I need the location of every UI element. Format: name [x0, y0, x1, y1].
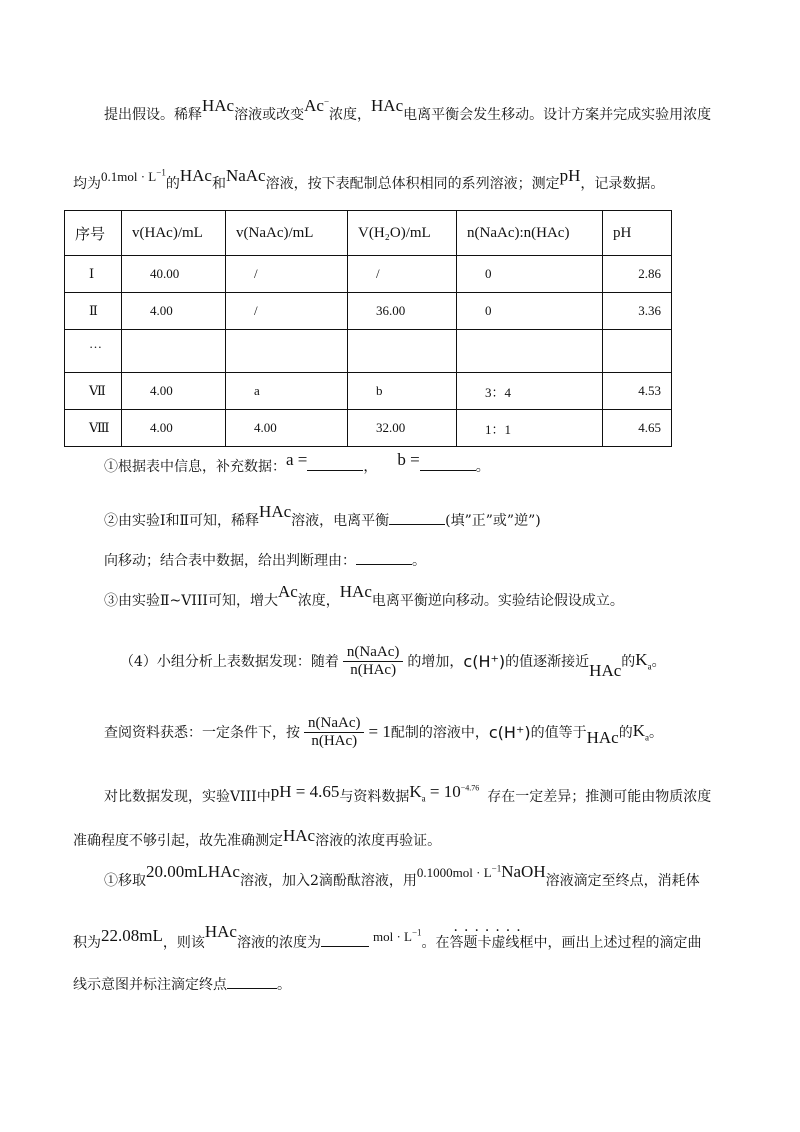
table-cell: Ⅷ [65, 410, 122, 447]
header-cell: v(HAc)/mL [122, 211, 226, 256]
table-cell: 0 [457, 293, 603, 330]
text: 。 [475, 459, 490, 475]
ratio-fraction [304, 715, 364, 750]
table-row [65, 373, 672, 410]
table-cell: a [226, 373, 348, 410]
text: 溶液滴定至终点，消耗体 [545, 873, 700, 889]
formula-ka: K [635, 650, 648, 670]
text: 。在 [421, 935, 450, 951]
table-cell: 4.00 [122, 373, 226, 410]
emphasis-dots: ······· [453, 923, 527, 939]
subscript: a [644, 732, 649, 743]
para-hypothesis [104, 96, 712, 124]
table-cell: Ⅰ [65, 256, 122, 293]
formula-hac: HAc [259, 502, 292, 521]
titration-step [104, 862, 700, 890]
answer-blank[interactable] [307, 458, 363, 471]
text: 溶液，按下表配制总体积相同的系列溶液；测定 [265, 176, 560, 192]
part-4 [120, 626, 666, 696]
formula-ch: c(H⁺) [488, 722, 531, 742]
concentration: 0.1000mol · L [416, 865, 492, 880]
header-cell: 序号 [65, 211, 122, 256]
exponent: −1 [491, 863, 502, 874]
question-2 [104, 502, 541, 530]
text: 溶液，加入2滴酚酞溶液，用 [239, 873, 417, 889]
subscript: a [421, 793, 426, 804]
answer-blank[interactable] [420, 458, 476, 471]
formula-naac: NaAc [225, 166, 266, 185]
table-cell: 2.86 [603, 256, 672, 293]
equals-one: = 1 [368, 722, 391, 741]
titration-curve-instruction [73, 974, 291, 994]
formula-hac: HAc [589, 661, 622, 680]
formula-ka: K [409, 782, 422, 801]
text: 的值逐渐接近 [505, 654, 590, 670]
fraction-numerator: n(NaAc) [343, 644, 403, 662]
text: (填”正”或”逆”) [445, 513, 541, 529]
text: 的 [618, 725, 633, 741]
table-cell: 4.53 [603, 373, 672, 410]
table-cell [122, 330, 226, 373]
text: 的增加， [407, 654, 464, 670]
text: 的 [621, 654, 636, 670]
text: 电离平衡会发生移动。设计方案并完成实验用浓度 [403, 107, 712, 123]
volume-hac: 20.00mLHAc [146, 862, 240, 881]
formula-hac: HAc [204, 922, 237, 941]
fraction-denominator: n(HAc) [350, 661, 397, 678]
formula-ph: pH [559, 166, 581, 185]
table-cell [457, 330, 603, 373]
table-row [65, 410, 672, 447]
var-a: a = [286, 450, 308, 469]
table-cell: 0 [457, 256, 603, 293]
fraction-numerator: n(NaAc) [304, 715, 364, 733]
text: ③由实验Ⅱ~VIII可知，增大 [104, 593, 278, 609]
table-cell: / [226, 293, 348, 330]
formula-hac: HAc [283, 826, 316, 845]
formula-hac: HAc [179, 166, 212, 185]
text: 查阅资料获悉：一定条件下，按 [104, 725, 300, 741]
emphasized-text: 答题卡虚线框中 [449, 935, 548, 951]
table-cell: / [226, 256, 348, 293]
text: 。 [651, 654, 666, 670]
table-cell: 4.00 [122, 293, 226, 330]
ratio-fraction [343, 644, 403, 679]
text: 。 [412, 553, 426, 569]
text: ①根据表中信息，补充数据： [104, 459, 286, 475]
unit: mol · L [372, 929, 412, 944]
table-cell: b [348, 373, 457, 410]
formula-hac: HAc [371, 96, 404, 115]
text: ， [363, 459, 378, 475]
table-cell [603, 330, 672, 373]
table-row [65, 293, 672, 330]
table-cell: 4.00 [226, 410, 348, 447]
question-2-cont [104, 550, 426, 570]
text: 的值等于 [530, 725, 587, 741]
exponent: −1 [156, 167, 166, 178]
volume-naoh: 22.08mL [101, 926, 163, 945]
formula-hac: HAc [586, 728, 619, 747]
text: 对比数据发现，实验VIII中 [104, 789, 271, 805]
formula-hac: HAc [202, 96, 235, 115]
table-cell: 32.00 [348, 410, 457, 447]
ka-equals: = 10 [425, 782, 461, 801]
text: 积为 [73, 935, 101, 951]
table-cell: / [348, 256, 457, 293]
para-solution-prep [73, 166, 665, 193]
answer-blank[interactable] [389, 512, 445, 525]
text: ，则该 [162, 935, 205, 951]
var-b: b = [397, 450, 420, 469]
text: 与资料数据 [339, 789, 410, 805]
text: 存在一定差异；推测可能由物质浓度 [487, 789, 712, 805]
titration-result [73, 922, 702, 952]
charge: − [323, 96, 330, 107]
header-cell: v(NaAc)/mL [226, 211, 348, 256]
text: ，记录数据。 [580, 176, 665, 192]
header-cell: V(H₂O)/mL [348, 211, 457, 256]
text: 溶液或改变 [234, 107, 305, 123]
exponent: −4.76 [460, 783, 480, 793]
formula-ac: Ac [304, 96, 324, 115]
formula-hac: HAc [339, 582, 372, 601]
table-cell: 3：4 [457, 373, 603, 410]
fraction-denominator: n(HAc) [311, 732, 358, 749]
text: 配制的溶液中， [390, 725, 489, 741]
table-cell: 40.00 [122, 256, 226, 293]
formula-ac: Ac [277, 582, 298, 601]
question-3 [104, 582, 624, 610]
answer-blank[interactable] [321, 934, 369, 947]
exponent: −1 [411, 927, 422, 938]
question-1 [104, 450, 490, 476]
text: 均为 [73, 176, 101, 192]
table-header-row [65, 211, 672, 256]
text: 向移动；结合表中数据，给出判断理由： [104, 553, 356, 569]
table-cell: Ⅶ [65, 373, 122, 410]
para-comparison [104, 782, 712, 807]
formula-ka: K [632, 721, 645, 741]
experiment-table [64, 210, 672, 447]
table-cell [348, 330, 457, 373]
table-cell: … [65, 330, 122, 373]
table-cell: Ⅱ [65, 293, 122, 330]
text: 浓度， [329, 107, 372, 123]
text: 准确程度不够引起，故先准确测定 [73, 833, 283, 849]
text: 电离平衡逆向移动。实验结论假设成立。 [371, 593, 624, 609]
header-cell: n(NaAc):n(HAc) [457, 211, 603, 256]
text: 和 [211, 176, 226, 192]
table-cell: 36.00 [348, 293, 457, 330]
table-row [65, 330, 672, 373]
concentration: 0.1mol · L [101, 169, 157, 184]
text: ①移取 [104, 873, 146, 889]
table-cell: 3.36 [603, 293, 672, 330]
table-cell: 1：1 [457, 410, 603, 447]
text: 溶液的浓度再验证。 [315, 833, 442, 849]
text: （4）小组分析上表数据发现：随着 [120, 654, 339, 670]
table-cell: 4.00 [122, 410, 226, 447]
text: ，画出上述过程的滴定曲 [547, 935, 702, 951]
answer-blank[interactable] [227, 976, 277, 989]
table-cell: 4.65 [603, 410, 672, 447]
para-lookup [104, 696, 663, 768]
text: 的 [165, 176, 180, 192]
formula-naoh: NaOH [501, 862, 546, 881]
text: 溶液，电离平衡 [291, 513, 390, 529]
formula-ch: c(H⁺) [463, 651, 506, 671]
text: 线示意图并标注滴定终点 [73, 977, 227, 993]
text: ②由实验Ⅰ和Ⅱ可知，稀释 [104, 513, 260, 529]
ph-value: pH = 4.65 [270, 782, 340, 801]
subscript: a [647, 661, 652, 672]
text: 。 [648, 725, 663, 741]
table-cell [226, 330, 348, 373]
para-accuracy [73, 826, 442, 850]
text: 。 [277, 977, 291, 993]
table-row [65, 256, 672, 293]
text: 溶液的浓度为 [236, 935, 321, 951]
text: 提出假设。稀释 [104, 107, 202, 123]
header-cell: pH [603, 211, 672, 256]
text: 浓度， [297, 593, 340, 609]
answer-blank[interactable] [356, 552, 412, 565]
